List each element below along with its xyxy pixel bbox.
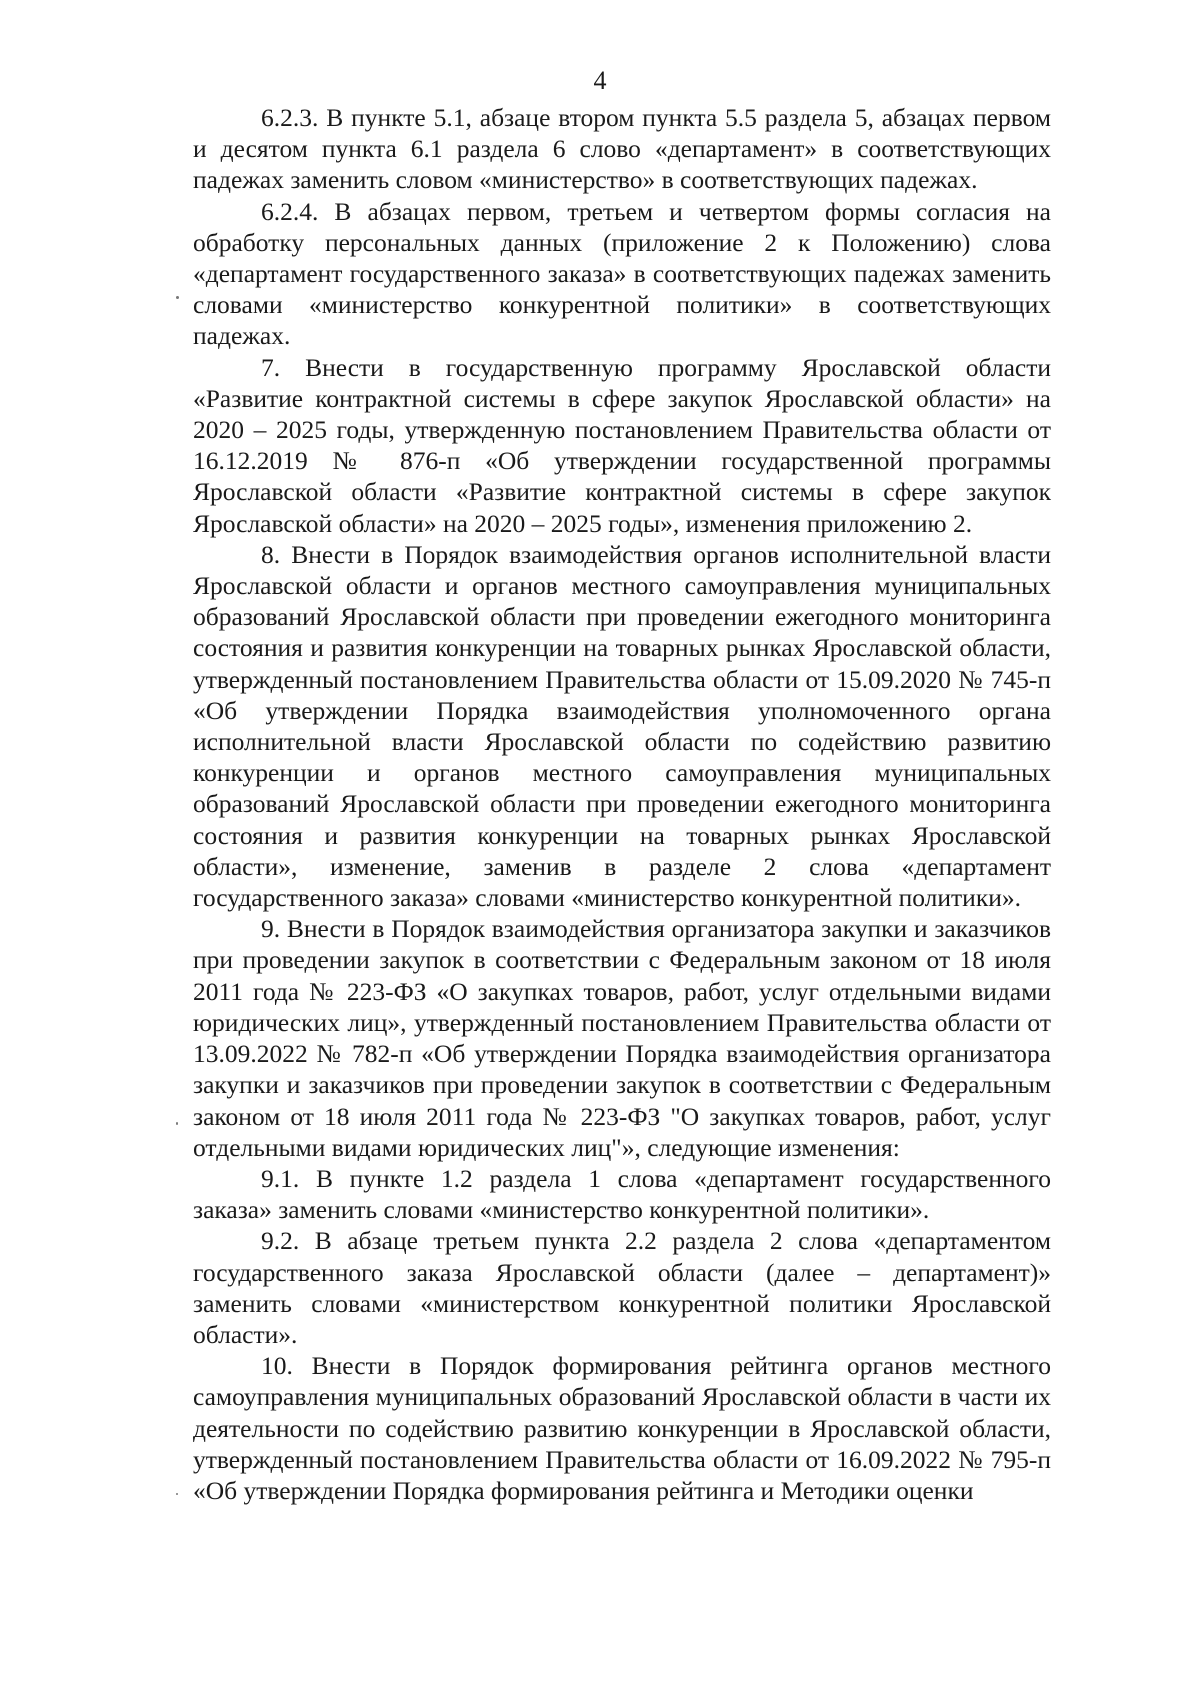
page-number: 4 xyxy=(593,66,607,95)
scan-speck xyxy=(176,296,179,299)
document-body xyxy=(193,102,1051,1506)
paragraph-8: 8. Внести в Порядок взаимодействия органов исполнительной власти Ярославской области и органов местного самоуправления муниципальных образований Ярославской области при проведении ежегодного мониторинга состояния и развития конкуренции на товарных рынках Ярославской области, утвержденный постановлением Правительства области от 15.09.2020 № 745-п «Об утверждении Порядка взаимодействия уполномоченного органа исполнительной власти Ярославской области по содействию развитию конкуренции и органов местного самоуправления муниципальных образований Ярославской области при проведении ежегодного мониторинга состояния и развития конкуренции на товарных рынках Ярославской области», изменение, заменив в разделе 2 слова «департамент государственного заказа» словами «министерство конкурентной политики». xyxy=(193,539,1051,913)
paragraph-9-1: 9.1. В пункте 1.2 раздела 1 слова «департамент государственного заказа» заменить словами «министерство конкурентной политики». xyxy=(193,1163,1051,1225)
scan-speck xyxy=(176,1122,178,1125)
paragraph-6-2-3: 6.2.3. В пункте 5.1, абзаце втором пункта 5.5 раздела 5, абзацах первом и десятом пункта 6.1 раздела 6 слово «департамент» в соответствующих падежах заменить словом «министерство» в соответствующих падежах. xyxy=(193,103,1051,195)
paragraph-9-2: 9.2. В абзаце третьем пункта 2.2 раздела 2 слова «департаментом государственного заказа Ярославской области (далее – департамент)» заменить словами «министерством конкурентной политики Ярославской области». xyxy=(193,1226,1051,1349)
paragraph-6-2-4: 6.2.4. В абзацах первом, третьем и четвертом формы согласия на обработку персональных данных (приложение 2 к Положению) слова «департамент государственного заказа» в соответствующих падежах заменить словами «министерство конкурентной политики» в соответствующих падежах. xyxy=(193,196,1051,351)
paragraph-9: 9. Внести в Порядок взаимодействия организатора закупки и заказчиков при проведении закупок в соответствии с Федеральным законом от 18 июля 2011 года № 223-ФЗ «О закупках товаров, работ, услуг отдельными видами юридических лиц», утвержденный постановлением Правительства области от 13.09.2022 № 782-п «Об утверждении Порядка взаимодействия организатора закупки и заказчиков при проведении закупок в соответствии с Федеральным законом от 18 июля 2011 года № 223-ФЗ "О закупках товаров, работ, услуг отдельными видами юридических лиц"», следующие изменения: xyxy=(193,914,1051,1162)
scan-speck xyxy=(176,1493,178,1495)
paragraph-7: 7. Внести в государственную программу Ярославской области «Развитие контрактной системы в сфере закупок Ярославской области» на 2020 – 2025 годы, утвержденную постановлением Правительства области от 16.12.2019 № 876-п «Об утверждении государственной программы Ярославской области «Развитие контрактной системы в сфере закупок Ярославской области» на 2020 – 2025 годы», изменения приложению 2. xyxy=(193,352,1051,538)
paragraph-10: 10. Внести в Порядок формирования рейтинга органов местного самоуправления муниципальных образований Ярославской области в части их деятельности по содействию развитию конкуренции в Ярославской области, утвержденный постановлением Правительства области от 16.09.2022 № 795-п «Об утверждении Порядка формирования рейтинга и Методики оценки xyxy=(193,1351,1051,1505)
